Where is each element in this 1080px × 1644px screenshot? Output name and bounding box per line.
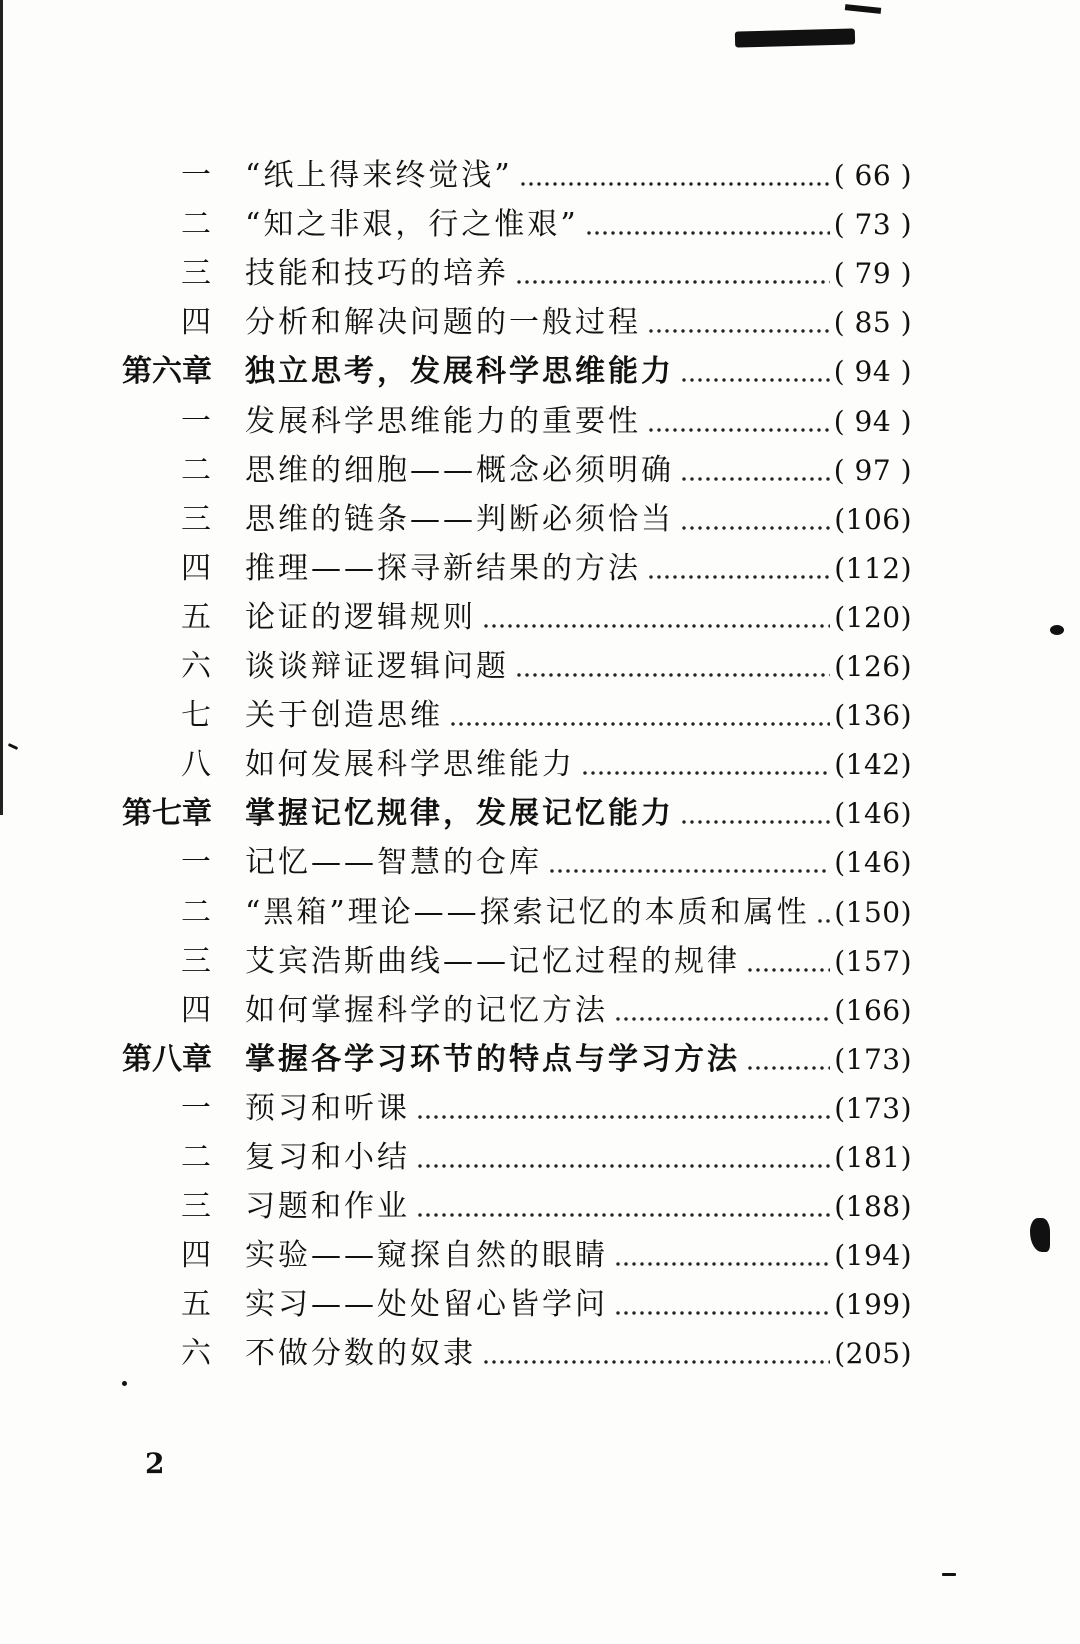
toc-section-number: 一: [181, 158, 212, 193]
toc-entry-title: 艾宾浩斯曲线——记忆过程的规律: [245, 944, 740, 979]
toc-section-number: 四: [181, 993, 212, 1028]
toc-section-number: 一: [181, 1091, 212, 1126]
toc-dot-leader: [585, 203, 830, 247]
toc-section-row: [0, 989, 1080, 1033]
toc-dot-leader: [746, 1038, 830, 1082]
toc-entry-title: 推理——探寻新结果的方法: [245, 551, 641, 586]
toc-page-reference: (173): [834, 1043, 912, 1076]
toc-entry-title: 发展科学思维能力的重要性: [245, 404, 641, 439]
toc-page-reference: (188): [834, 1190, 912, 1223]
toc-page-reference: ( 85 ): [833, 306, 912, 339]
toc-page-reference: ( 94 ): [833, 405, 912, 438]
toc-entry-title: 思维的链条——判断必须恰当: [245, 502, 674, 537]
toc-page-reference: (136): [834, 699, 912, 732]
toc-chapter-number: 第七章: [122, 796, 212, 831]
toc-section-row: [0, 547, 1080, 591]
toc-dot-leader: [680, 498, 830, 542]
toc-dot-leader: [416, 1087, 830, 1131]
toc-dot-leader: [416, 1136, 830, 1180]
toc-section-row: [0, 1087, 1080, 1131]
toc-dot-leader: [647, 400, 830, 444]
toc-page-reference: (205): [834, 1337, 912, 1370]
toc-entry-title: 习题和作业: [245, 1189, 410, 1224]
toc-page-reference: (142): [834, 748, 912, 781]
toc-section-number: 六: [181, 649, 212, 684]
toc-page-reference: (150): [834, 896, 912, 929]
toc-page-reference: (173): [834, 1092, 912, 1125]
toc-entry-title: 思维的细胞——概念必须明确: [245, 453, 674, 488]
toc-page-reference: ( 79 ): [833, 257, 912, 290]
toc-page-reference: ( 73 ): [833, 208, 912, 241]
toc-section-number: 四: [181, 305, 212, 340]
toc-entry-title: 谈谈辩证逻辑问题: [245, 649, 509, 684]
toc-dot-leader: [548, 841, 830, 885]
toc-entry-title: “纸上得来终觉浅”: [245, 158, 513, 193]
toc-section-row: [0, 154, 1080, 198]
toc-dot-leader: [614, 1234, 830, 1278]
toc-chapter-row: [0, 792, 1080, 836]
toc-entry-title: 复习和小结: [245, 1140, 410, 1175]
toc-page-reference: ( 66 ): [833, 159, 912, 192]
toc-dot-leader: [515, 645, 830, 689]
toc-section-row: [0, 645, 1080, 689]
toc-page-reference: (146): [834, 846, 912, 879]
toc-section-number: 四: [181, 551, 212, 586]
toc-section-row: [0, 694, 1080, 738]
toc-chapter-row: [0, 350, 1080, 394]
toc-dot-leader: [581, 743, 830, 787]
toc-page-reference: (199): [834, 1288, 912, 1321]
toc-section-row: [0, 1185, 1080, 1229]
toc-section-row: [0, 1234, 1080, 1278]
toc-section-number: 二: [181, 1140, 212, 1175]
page-number: 2: [145, 1447, 165, 1480]
toc-section-number: 三: [181, 944, 212, 979]
toc-dot-leader: [449, 694, 830, 738]
toc-chapter-number: 第八章: [122, 1042, 212, 1077]
toc-section-row: [0, 449, 1080, 493]
toc-entry-title: 实验——窥探自然的眼睛: [245, 1238, 608, 1273]
scan-mark-artifact: [845, 4, 881, 14]
scan-bar-artifact: [735, 28, 855, 47]
toc-chapter-number: 第六章: [122, 354, 212, 389]
toc-dot-leader: [680, 792, 830, 836]
toc-section-number: 三: [181, 1189, 212, 1224]
toc-chapter-row: [0, 1038, 1080, 1082]
scan-speck: [942, 1573, 956, 1576]
toc-section-row: [0, 743, 1080, 787]
toc-section-number: 二: [181, 453, 212, 488]
toc-dot-leader: [614, 989, 830, 1033]
toc-entry-title: 掌握各学习环节的特点与学习方法: [245, 1042, 740, 1077]
toc-section-row: [0, 203, 1080, 247]
toc-entry-title: 掌握记忆规律，发展记忆能力: [245, 796, 674, 831]
toc-page-reference: (112): [834, 552, 912, 585]
toc-page-reference: (120): [834, 601, 912, 634]
toc-page-reference: (106): [834, 503, 912, 536]
toc-page-reference: ( 94 ): [833, 355, 912, 388]
toc-section-row: [0, 498, 1080, 542]
toc-entry-title: “黑箱”理论——探索记忆的本质和属性: [245, 895, 810, 930]
toc-dot-leader: [680, 350, 830, 394]
toc-dot-leader: [614, 1283, 830, 1327]
toc-page-reference: (146): [834, 797, 912, 830]
toc-entry-title: 如何发展科学思维能力: [245, 747, 575, 782]
toc-section-number: 五: [181, 600, 212, 635]
toc-section-row: [0, 841, 1080, 885]
toc-section-number: 二: [181, 895, 212, 930]
toc-dot-leader: [519, 154, 830, 198]
toc-dot-leader: [482, 1332, 830, 1376]
toc-section-number: 二: [181, 207, 212, 242]
toc-dot-leader: [647, 547, 830, 591]
toc-dot-leader: [746, 940, 830, 984]
toc-section-number: 四: [181, 1238, 212, 1273]
toc-section-row: [0, 252, 1080, 296]
toc-section-number: 三: [181, 256, 212, 291]
toc-section-number: 一: [181, 404, 212, 439]
toc-entry-title: “知之非艰，行之惟艰”: [245, 207, 579, 242]
toc-dot-leader: [482, 596, 830, 640]
toc-dot-leader: [647, 301, 830, 345]
toc-entry-title: 论证的逻辑规则: [245, 600, 476, 635]
toc-section-row: [0, 1332, 1080, 1376]
toc-page-reference: (194): [834, 1239, 912, 1272]
toc-dot-leader: [416, 1185, 830, 1229]
toc-section-number: 五: [181, 1287, 212, 1322]
toc-entry-title: 分析和解决问题的一般过程: [245, 305, 641, 340]
toc-section-row: [0, 940, 1080, 984]
toc-section-number: 六: [181, 1336, 212, 1371]
scan-speck: [122, 1381, 127, 1386]
toc-entry-title: 预习和听课: [245, 1091, 410, 1126]
toc-section-row: [0, 301, 1080, 345]
toc-section-row: [0, 596, 1080, 640]
toc-section-row: [0, 891, 1080, 935]
toc-page-reference: (181): [834, 1141, 912, 1174]
toc-section-row: [0, 400, 1080, 444]
toc-entry-title: 记忆——智慧的仓库: [245, 845, 542, 880]
toc-section-number: 七: [181, 698, 212, 733]
toc-section-row: [0, 1136, 1080, 1180]
toc-section-number: 一: [181, 845, 212, 880]
toc-page-reference: (166): [834, 994, 912, 1027]
toc-section-row: [0, 1283, 1080, 1327]
toc-page-reference: (126): [834, 650, 912, 683]
toc-entry-title: 独立思考，发展科学思维能力: [245, 354, 674, 389]
toc-entry-title: 如何掌握科学的记忆方法: [245, 993, 608, 1028]
toc-dot-leader: [816, 891, 830, 935]
toc-section-number: 八: [181, 747, 212, 782]
toc-dot-leader: [680, 449, 830, 493]
toc-page-reference: ( 97 ): [833, 454, 912, 487]
toc-section-number: 三: [181, 502, 212, 537]
toc-entry-title: 技能和技巧的培养: [245, 256, 509, 291]
toc-page-reference: (157): [834, 945, 912, 978]
toc-dot-leader: [515, 252, 830, 296]
toc-entry-title: 关于创造思维: [245, 698, 443, 733]
toc-entry-title: 实习——处处留心皆学问: [245, 1287, 608, 1322]
toc-entry-title: 不做分数的奴隶: [245, 1336, 476, 1371]
